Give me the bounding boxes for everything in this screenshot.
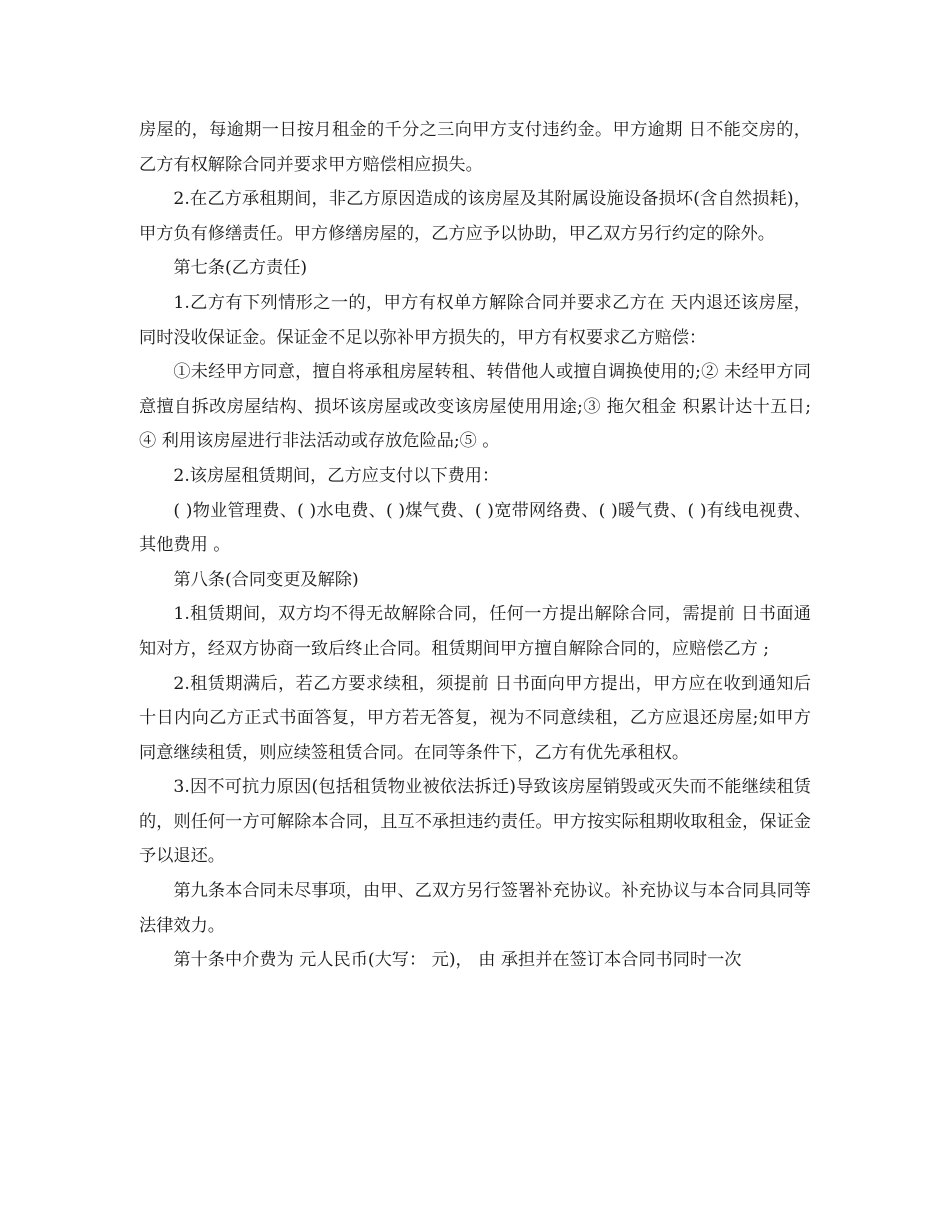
heading-article-7: 第七条(乙方责任) [173,258,308,279]
paragraph-article-10: 第十条中介费为 元人民币(大写： 元)， 由 承担并在签订本合同书同时一次 [173,950,742,971]
paragraph-article-9: 第九条本合同未尽事项，由甲、乙双方另行签署补充协议。补充协议与本合同具同等法律效力。 [139,881,811,936]
paragraph-violation-list: ①未经甲方同意，擅自将承租房屋转租、转借他人或擅自调换使用的;② 未经甲方同意擅自拆改房屋结构、损坏该房屋或改变该房屋使用用途;③ 拖欠租金 积累计达十五日;④ 利用该房屋进行非法活动或存放危险品;⑤ 。 [139,362,811,452]
paragraph-fees-intro: 2.该房屋租赁期间，乙方应支付以下费用： [173,465,500,486]
paragraph-early-termination: 1.租赁期间，双方均不得无故解除合同，任何一方提出解除合同，需提前 日书面通知对方，经双方协商一致后终止合同。租赁期间甲方擅自解除合同的，应赔偿乙方 ; [139,604,811,659]
paragraph-termination-conditions: 1.乙方有下列情形之一的，甲方有权单方解除合同并要求乙方在 天内退还该房屋，同时没收保证金。保证金不足以弥补甲方损失的，甲方有权要求乙方赔偿： [139,292,811,348]
paragraph-repair-responsibility: 2.在乙方承租期间，非乙方原因造成的该房屋及其附属设施设备损坏(含自然损耗)，甲方负有修缮责任。甲方修缮房屋的，乙方应予以协助，甲乙双方另行约定的除外。 [139,189,811,244]
paragraph-overdue-delivery: 房屋的，每逾期一日按月租金的千分之三向甲方支付违约金。甲方逾期 日不能交房的，乙方有权解除合同并要求甲方赔偿相应损失。 [139,120,811,175]
paragraph-force-majeure: 3.因不可抗力原因(包括租赁物业被依法拆迁)导致该房屋销毁或灭失而不能继续租赁的，则任何一方可解除本合同，且互不承担违约责任。甲方按实际租期收取租金，保证金予以退还。 [139,777,811,867]
paragraph-fees-list: ( )物业管理费、( )水电费、( )煤气费、( )宽带网络费、( )暖气费、( )有线电视费、其他费用 。 [139,500,811,556]
contract-body [139,113,811,978]
paragraph-renewal: 2.租赁期满后，若乙方要求续租，须提前 日书面向甲方提出，甲方应在收到通知后十日内向乙方正式书面答复，甲方若无答复，视为不同意续租，乙方应退还房屋;如甲方同意继续租赁，则应续签租赁合同。在同等条件下，乙方有优先承租权。 [139,673,811,763]
heading-article-8: 第八条(合同变更及解除) [173,569,359,590]
